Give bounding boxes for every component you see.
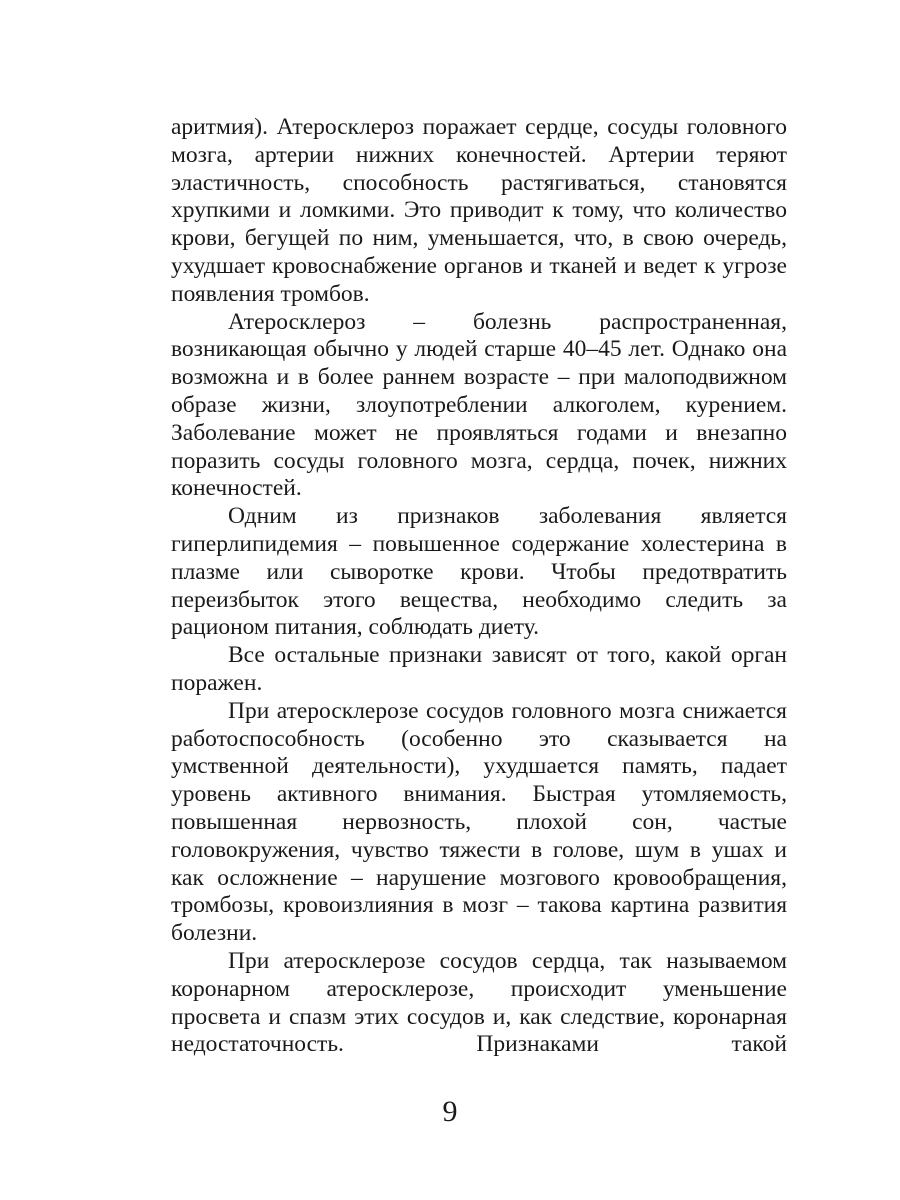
paragraph-hyperlipidemia: Одним из признаков заболевания является гиперлипидемия – повышенное содержание холестерина в плазме или сыворотке крови. Чтобы предотвратить переизбыток этого вещества, необходимо следить за рационом питания, соблюдать диету.	[171, 503, 787, 641]
paragraph-heart-vessels: При атеросклерозе сосудов сердца, так называемом коронарном атеросклерозе, происходит уменьшение просвета и спазм этих сосудов и, как следствие, коронарная недостаточность. Признаками такой	[171, 947, 787, 1058]
page-number: 9	[442, 1095, 458, 1128]
paragraph-atherosclerosis-prevalence: Атеросклероз – болезнь распространенная, возникающая обычно у людей старше 40–45 лет. Однако она возможна и в более раннем возрасте – при малоподвижном образе жизни, злоупотреблении алкоголем, курением. Заболевание может не проявляться годами и внезапно поразить сосуды головного мозга, сердца, почек, нижних конечностей.	[171, 308, 787, 502]
body-text	[171, 114, 787, 1059]
paragraph-continuation: аритмия). Атеросклероз поражает сердце, сосуды головного мозга, артерии нижних конечностей. Артерии теряют эластичность, способность растягиваться, становятся хрупкими и ломкими. Это приводит к тому, что количество крови, бегущей по ним, уменьшается, что, в свою очередь, ухудшает кровоснабжение органов и тканей и ведет к угрозе появления тромбов.	[171, 114, 787, 307]
paragraph-brain-vessels: При атеросклерозе сосудов головного мозга снижается работоспособность (особенно это сказывается на умственной деятельности), ухудшается память, падает уровень активного внимания. Быстрая утомляемость, повышенная нервозность, плохой сон, частые головокружения, чувство тяжести в голове, шум в ушах и как осложнение – нарушение мозгового кровообращения, тромбозы, кровоизлияния в мозг – такова картина развития болезни.	[171, 697, 787, 947]
paragraph-other-signs: Все остальные признаки зависят от того, какой орган поражен.	[171, 642, 787, 696]
